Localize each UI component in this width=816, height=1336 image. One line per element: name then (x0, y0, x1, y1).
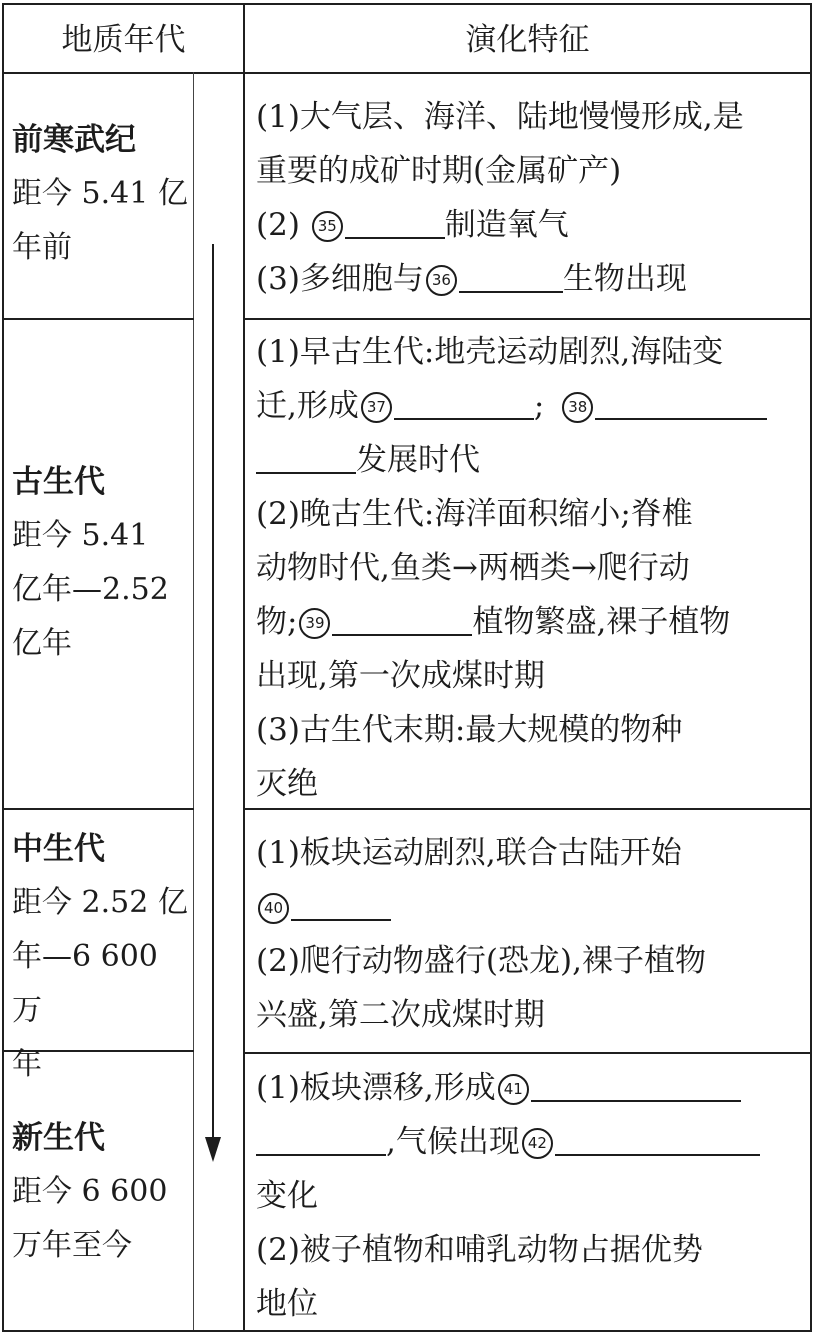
feature-line (256, 198, 802, 252)
era-cell-mesozoic (12, 822, 197, 1092)
feature-line (256, 379, 802, 433)
down-arrow-icon (200, 244, 226, 1164)
feature-line: 兴盛,第二次成煤时期 (256, 997, 545, 1033)
feature-text: 发展时代 (356, 442, 480, 478)
era-time: 距今 5.41 亿 年前 (12, 176, 188, 265)
era-time: 距今 2.52 亿 年—6 600 万 年 (12, 885, 188, 1082)
feature-text: (3)多细胞与 (256, 261, 424, 297)
feature-line: (2)爬行动物盛行(恐龙),裸子植物 (256, 943, 706, 979)
era-name: 前寒武纪 (12, 122, 136, 158)
feature-line: (1)早古生代:地壳运动剧烈,海陆变 (256, 334, 724, 370)
feature-line (256, 1061, 802, 1115)
feature-line (256, 880, 802, 934)
blank-number-badge: 38 (562, 392, 593, 423)
feature-line: (1)板块运动剧烈,联合古陆开始 (256, 835, 682, 871)
column-divider (243, 3, 245, 1332)
feature-line: 灭绝 (256, 766, 318, 802)
blank-number-badge: 36 (426, 265, 457, 296)
features-cell-cenozoic (256, 1061, 802, 1331)
feature-line (256, 433, 802, 487)
fill-in-blank (332, 604, 472, 636)
era-cell-cenozoic (12, 1111, 197, 1273)
header-features-label: 演化特征 (465, 21, 590, 58)
era-cell-paleozoic (12, 455, 197, 671)
fill-in-blank (256, 442, 356, 474)
feature-line (256, 252, 802, 306)
era-cell-precambrian (12, 113, 197, 275)
fill-in-blank (291, 889, 391, 921)
feature-text: 制造氧气 (444, 207, 569, 243)
header-era (4, 0, 243, 72)
fill-in-blank (531, 1070, 741, 1102)
feature-text: 物; (256, 604, 298, 640)
header-divider (2, 72, 812, 74)
feature-text: (2) (256, 207, 300, 243)
feature-line: (2)晚古生代:海洋面积缩小;脊椎 (256, 496, 693, 532)
row-divider-2 (2, 808, 194, 810)
fill-in-blank (595, 388, 767, 420)
era-name: 新生代 (12, 1120, 105, 1156)
feature-text: ,气候出现 (386, 1124, 520, 1160)
feature-line: 出现,第一次成煤时期 (256, 658, 545, 694)
blank-number-badge: 42 (522, 1128, 553, 1159)
era-time: 距今 6 600 万年至今 (12, 1174, 168, 1263)
feature-line: (3)古生代末期:最大规模的物种 (256, 712, 683, 748)
fill-in-blank (394, 388, 534, 420)
row-divider-1-right (243, 318, 812, 320)
era-name: 中生代 (12, 831, 105, 867)
row-divider-3-right (243, 1052, 812, 1054)
feature-line (256, 1115, 802, 1169)
features-cell-mesozoic (256, 826, 802, 1042)
feature-text: 生物出现 (562, 261, 687, 297)
feature-text: 植物繁盛,裸子植物 (472, 604, 731, 640)
table-right-border (810, 3, 812, 1332)
fill-in-blank (459, 261, 563, 293)
era-time: 距今 5.41 亿年—2.52 亿年 (12, 518, 169, 661)
feature-line: 重要的成矿时期(金属矿产) (256, 153, 622, 189)
feature-text: (1)板块漂移,形成 (256, 1070, 496, 1106)
table-left-border (2, 3, 4, 1332)
feature-text: 迁,形成 (256, 388, 359, 424)
header-features (245, 0, 810, 72)
fill-in-blank (256, 1124, 386, 1156)
blank-number-badge: 37 (361, 392, 392, 423)
era-name: 古生代 (12, 464, 105, 500)
feature-line (256, 595, 802, 649)
header-era-label: 地质年代 (61, 21, 186, 58)
fill-in-blank (555, 1124, 760, 1156)
blank-number-badge: 41 (498, 1074, 529, 1105)
blank-number-badge: 39 (299, 608, 330, 639)
row-divider-1 (2, 318, 194, 320)
fill-in-blank (345, 207, 445, 239)
blank-number-badge: 40 (258, 893, 289, 924)
feature-line: (2)被子植物和哺乳动物占据优势 (256, 1232, 703, 1268)
feature-text: ; (533, 388, 545, 424)
feature-line: 变化 (256, 1178, 318, 1214)
blank-number-badge: 35 (312, 211, 343, 242)
features-cell-paleozoic (256, 325, 802, 811)
feature-line: 地位 (256, 1286, 318, 1322)
features-cell-precambrian (256, 90, 802, 306)
feature-line: (1)大气层、海洋、陆地慢慢形成,是 (256, 99, 744, 135)
feature-line: 动物时代,鱼类→两栖类→爬行动 (256, 550, 690, 586)
